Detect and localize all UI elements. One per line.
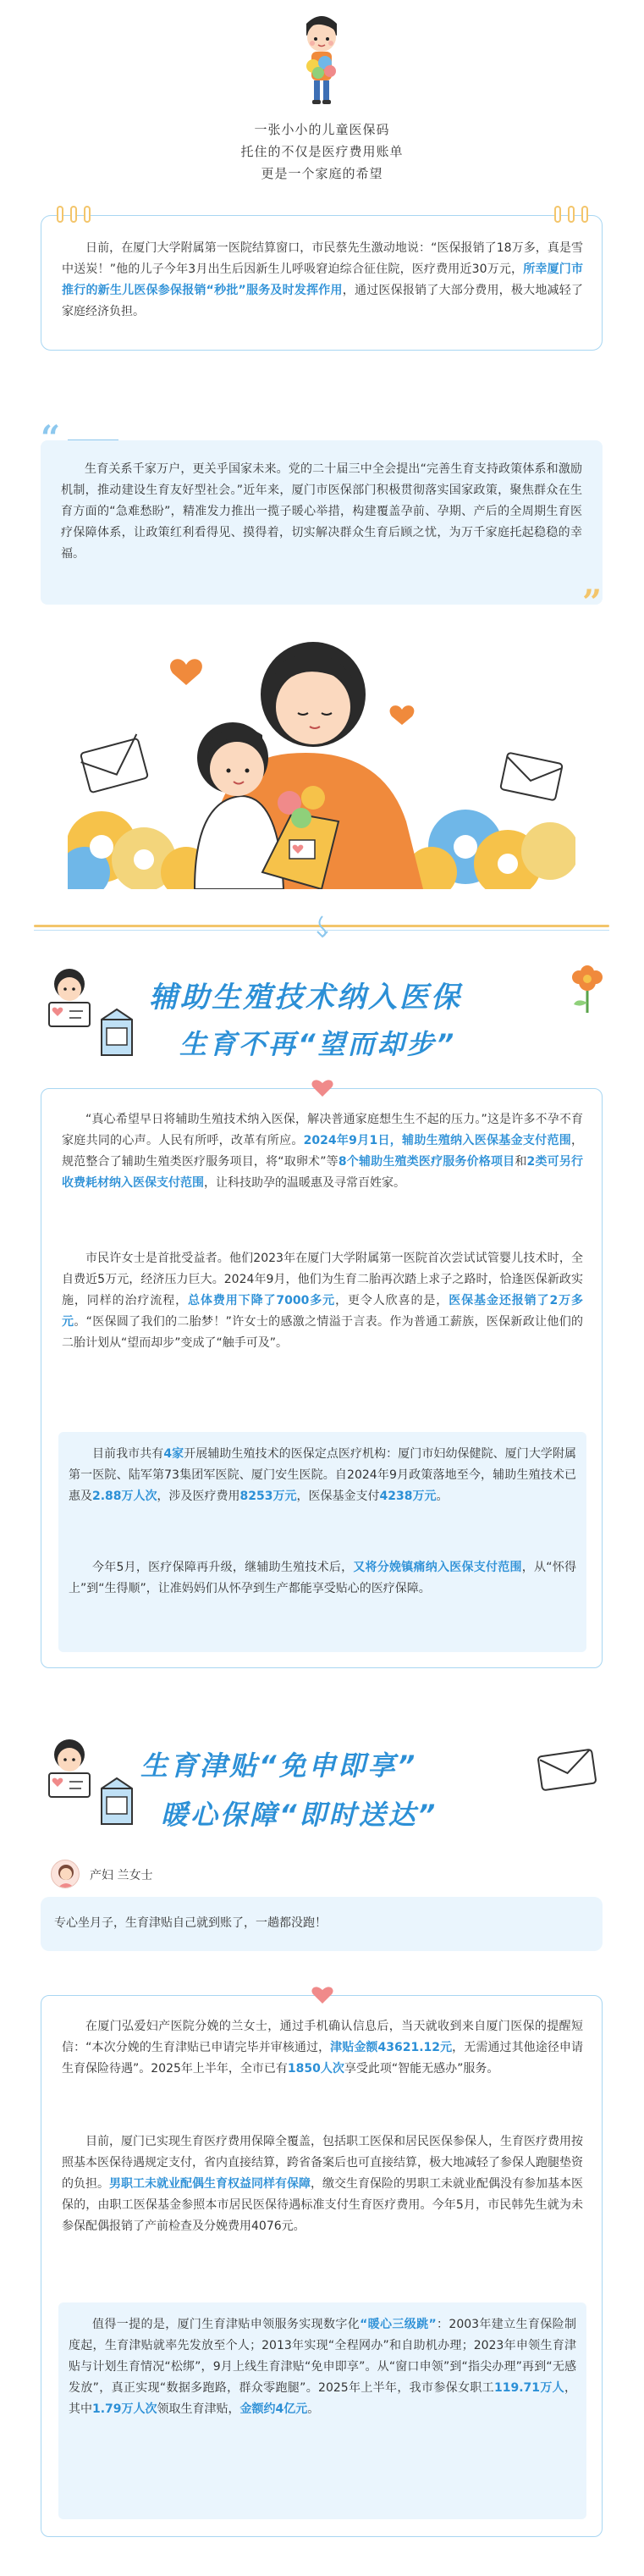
- binder-ring-icon: [554, 206, 561, 223]
- para-text: 在厦门弘爱妇产医院分娩的兰女士，通过手机确认信息后，当天就收到来自厦门医保的提醒短信：“本次分娩的生育津贴已申请完毕并审核通过，: [62, 2020, 583, 2054]
- para-text: 和: [515, 1155, 527, 1169]
- para-highlight: 2.88万人次: [92, 1490, 157, 1503]
- para-text: ，缴交生育保险的男职工未就业配偶没有参加基本医保的，由职工医保基金参照本市居民医保待遇标准支付生育医疗费用。今年5月，市民韩先生就为未参保配偶报销了产前检查及分娩费用4076元。: [62, 2177, 583, 2233]
- mascot-boy-with-flowers-icon: [288, 7, 355, 112]
- milk-carton-icon: [95, 1775, 139, 1827]
- section1-paragraph-2: [62, 1248, 583, 1354]
- intro-highlight: 所幸厦门市推行的新生儿医保参保报销“秒批”服务及时发挥作用: [62, 263, 583, 297]
- para-text: 。: [307, 2402, 320, 2416]
- envelope-icon: [535, 1748, 599, 1792]
- binder-ring-icon: [568, 206, 575, 223]
- para-highlight: 119.71万人: [493, 2381, 565, 2395]
- para-text: ，更令人欣喜的是，: [335, 1294, 449, 1307]
- section2-paragraph-1: [62, 2016, 583, 2080]
- binder-ring-icon: [581, 206, 588, 223]
- binder-ring-icon: [84, 206, 91, 223]
- para-highlight: 1850人次: [287, 2062, 344, 2076]
- heart-icon: [311, 1079, 333, 1097]
- intro-poem: [0, 119, 644, 185]
- envelope-icon: [78, 734, 148, 793]
- poem-line: 托住的不仅是医疗费用账单: [240, 144, 404, 159]
- para-highlight: 8个辅助生殖类医疗服务价格项目: [338, 1155, 515, 1169]
- speech-bubble: [41, 1897, 603, 1951]
- para-text: 今年5月，医疗保障再升级，继辅助生殖技术后，: [92, 1561, 354, 1574]
- article-header: [0, 0, 644, 195]
- intro-paragraph: [62, 238, 583, 323]
- para-text: 目前，厦门已实现生育医疗费用保障全覆盖，包括职工医保和居民医保参保人，生育医疗费用按照基本医保待遇规定支付，省内直接结算，跨省备案后也可直接结算，极大地减轻了参保人跑腿垫资的负担。: [62, 2135, 583, 2191]
- close-quote-icon: ”: [582, 583, 603, 622]
- para-text: ，涉及医疗费用: [157, 1490, 240, 1503]
- para-highlight: “暖心三级跳”: [360, 2318, 437, 2331]
- policy-quote-card: [41, 418, 603, 622]
- para-text: 。: [436, 1490, 449, 1503]
- poem-line: 一张小小的儿童医保码: [254, 122, 390, 137]
- divider-ornament-icon: [313, 915, 332, 938]
- para-highlight: 男职工未就业配偶生育权益同样有保障: [109, 2177, 311, 2191]
- section1-paragraph-3: [69, 1444, 576, 1507]
- section1-title: 辅助生殖技术纳入医保: [149, 981, 462, 1014]
- boy-with-card-icon: [44, 965, 98, 1028]
- intro-text-part: 日前，在厦门大学附属第一医院结算窗口，市民蔡先生激动地说：“医保报销了18万多，真是雪中送炭！”他的儿子今年3月出生后因新生儿呼吸窘迫综合征住院，医疗费用近30万元，: [62, 241, 583, 276]
- boy-with-card-icon: [44, 1736, 98, 1799]
- para-highlight: 2类可另行收费耗材纳入医保支付范围: [62, 1155, 583, 1190]
- section1-panel: [41, 1088, 603, 1668]
- para-highlight: 又将分娩镇痛纳入医保支付范围: [353, 1561, 522, 1574]
- para-highlight: 医保基金还报销了2万多元: [62, 1294, 584, 1329]
- section2-subtitle: 暖心保障“即时送达”: [161, 1799, 438, 1831]
- para-text: ，规范整合了辅助生殖类医疗服务项目，将“取卵术”等: [62, 1134, 584, 1169]
- para-text: 开展辅助生殖技术的医保定点医疗机构：厦门市妇幼保健院、厦门大学附属第一医院、陆军第73集团军医院、厦门安生医院。自2024年9月政策落地至今，辅助生殖技术已惠及: [69, 1447, 577, 1503]
- para-highlight: 4238万元: [379, 1490, 437, 1503]
- para-text: ，让科技助孕的温暖惠及寻常百姓家。: [204, 1176, 405, 1190]
- para-highlight: 8253万元: [239, 1490, 297, 1503]
- intro-text-part: ，通过医保报销了大部分费用，极大地减轻了家庭经济负担。: [62, 284, 584, 318]
- woman-avatar-icon: [52, 1860, 80, 1888]
- para-highlight: 1.79万人次: [92, 2402, 157, 2416]
- section1-paragraph-4: [69, 1557, 576, 1600]
- para-text: ：2003年建立生育保险制度起，生育津贴就率先发放至个人；2013年实现“全程网办”和自助机办理；2023年申领生育津贴与计划生育情况“松绑”，9月上线生育津贴“免申即享”。从“窗口申领”到“指尖办理”再到“无感发放”，真正实现“数据多跑路，群众零跑腿”。2025年上半年，我市参保女职工: [69, 2318, 576, 2395]
- section1-paragraph-1: [62, 1109, 583, 1194]
- para-text: 目前我市共有: [92, 1447, 164, 1461]
- para-text: ，医保基金支付: [296, 1490, 380, 1503]
- envelope-icon: [500, 753, 563, 801]
- binder-ring-icon: [57, 206, 63, 223]
- milk-carton-icon: [95, 1006, 139, 1059]
- para-highlight: 金额约4亿元: [239, 2402, 308, 2416]
- para-text: 享受此项“智能无感办”服务。: [344, 2062, 499, 2076]
- para-text: 值得一提的是，厦门生育津贴申领服务实现数字化: [92, 2318, 361, 2331]
- para-highlight: 2024年9月1日，辅助生殖纳入医保基金支付范围: [303, 1134, 572, 1147]
- para-highlight: 4家: [163, 1447, 184, 1461]
- open-quote-icon: “: [41, 418, 61, 458]
- section2-stats-subpanel: [58, 2302, 586, 2519]
- para-text: 领取生育津贴，: [157, 2402, 240, 2416]
- quote-paragraph: 生育关系千家万户，更关乎国家未来。党的二十届三中全会提出“完善生育支持政策体系和激励机制，推动建设生育友好型社会。”近年来，厦门市医保部门积极贯彻落实国家政策，聚焦群众在生育方面的“急难愁盼”，精准发力推出一揽子暖心举措，构建覆盖孕前、孕期、产后的全周期生育医疗保障体系，让政策红利看得见、摸得着，切实解决群众生育后顾之忧，为万千家庭托起稳稳的幸福。: [61, 462, 582, 561]
- section2-paragraph-3: [69, 2314, 576, 2420]
- section2-title: 生育津贴“免申即享”: [140, 1750, 418, 1782]
- para-highlight: 津贴金额43621.12元: [330, 2041, 453, 2054]
- speaker-name: 产妇 兰女士: [90, 1869, 153, 1882]
- bubble-text: 专心坐月子，生育津贴自己就到账了，一趟都没跑！: [54, 1916, 327, 1930]
- section2-paragraph-2: [62, 2131, 583, 2237]
- mother-child-illustration: [68, 618, 575, 889]
- binder-ring-icon: [70, 206, 77, 223]
- intro-news-card: [41, 215, 603, 351]
- para-text: 。“医保圆了我们的二胎梦！”许女士的感激之情溢于言表。作为普通工薪族，医保新政让他们的二胎计划从“望而却步”变成了“触手可及”。: [62, 1315, 584, 1350]
- para-text: ，从“怀得上”到“生得顺”，让准妈妈们从怀孕到生产都能享受贴心的医疗保障。: [69, 1561, 577, 1595]
- avatar: [51, 1860, 80, 1888]
- para-text: ，其中: [69, 2381, 577, 2416]
- poem-line: 更是一个家庭的希望: [261, 166, 383, 181]
- para-text: ，无需通过其他途径申请生育保险待遇”。2025年上半年，全市已有: [62, 2041, 583, 2076]
- para-text: 市民许女士是首批受益者。他们2023年在厦门大学附属第一医院首次尝试试管婴儿技术时，全自费近5万元，经济压力巨大。2024年9月，他们为生育二胎再次踏上求子之路时，恰逢医保新政实施，同样的治疗流程，: [62, 1252, 583, 1307]
- section2-panel: [41, 1995, 603, 2537]
- heart-icon: [311, 1986, 333, 2004]
- section1-stats-subpanel: [58, 1432, 586, 1652]
- para-text: “真心希望早日将辅助生殖技术纳入医保，解决普通家庭想生生不起的压力。”这是许多不孕不育家庭共同的心声。人民有所呼，改革有所应。: [62, 1113, 583, 1147]
- section1-subtitle: 生育不再“望而却步”: [179, 1028, 457, 1060]
- para-highlight: 总体费用下降了7000多元: [188, 1294, 336, 1307]
- flower-icon: [565, 965, 609, 1016]
